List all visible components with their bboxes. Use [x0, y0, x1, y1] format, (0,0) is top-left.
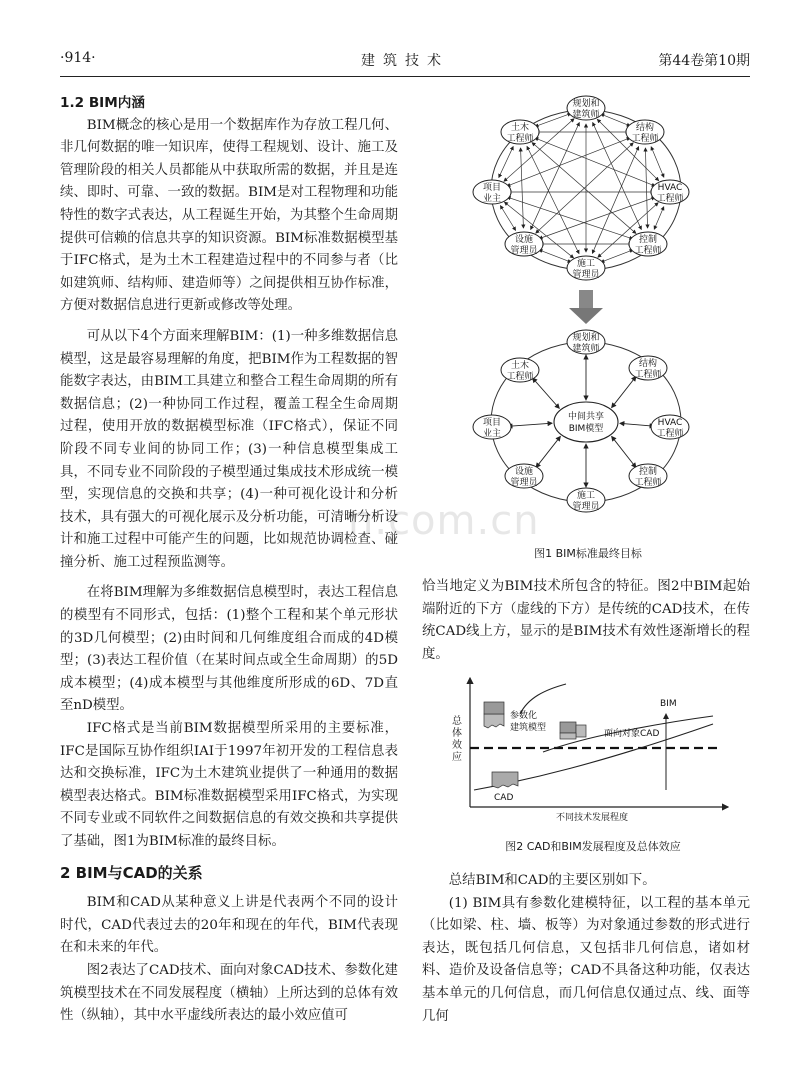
cad-icon — [492, 772, 518, 788]
right-column-upper — [422, 576, 750, 666]
top-node-2 — [651, 180, 689, 204]
top-node-label: 控制 — [638, 235, 658, 245]
bottom-node-2 — [651, 415, 689, 439]
top-node-label: HVAC — [657, 183, 683, 193]
bottom-node-label: HVAC — [657, 418, 683, 428]
figure-1-caption: 图1 BIM标准最终目标 — [534, 547, 642, 560]
bottom-node-label: 建筑师 — [572, 344, 600, 354]
figure-2-caption: 图2 CAD和BIM发展程度及总体效应 — [505, 840, 681, 853]
bottom-node-label: 工程师 — [634, 370, 662, 380]
y-axis-label-1: 总 — [452, 716, 462, 727]
bottom-node-label: 控制 — [638, 467, 658, 477]
page-header — [60, 50, 750, 74]
volume-issue: 第44卷第10期 — [658, 53, 750, 69]
bottom-node-5 — [505, 464, 543, 488]
figure-2 — [448, 672, 738, 832]
section-2-heading: 2 BIM与CAD的关系 — [60, 863, 203, 882]
connection-line — [499, 146, 513, 177]
param-model-icon — [484, 702, 504, 728]
bottom-node-label: 管理员 — [510, 478, 538, 488]
top-node-6 — [473, 180, 511, 204]
paragraph: (1) BIM具有参数化建模特征，以工程的基本单元（比如梁、柱、墙、板等）为对象通过参数的形式进行表达，既包括几何信息，又包括非几何信息，诸如材料、造价及设备信息等；CAD不具备这种功能，仅表达基本单元的几何信息，而几何信息仅通过点、线、面等几何 — [422, 895, 750, 1024]
connection-line — [539, 197, 655, 238]
top-node-label: 工程师 — [631, 134, 659, 144]
top-node-label: 建筑师 — [572, 110, 600, 120]
paragraph: 恰当地定义为BIM技术所包含的特征。图2中BIM起始端附近的下方（虚线的下方）是传统的CAD技术，在传统CAD线上方，显示的是BIM技术有效性逐渐增长的程度。 — [422, 579, 750, 662]
bottom-node-label: 管理员 — [572, 502, 600, 512]
top-node-1 — [626, 120, 664, 144]
section-1-2-heading: 1.2 BIM内涵 — [60, 95, 145, 111]
page-number: ·914· — [60, 50, 96, 66]
bottom-node-label: 工程师 — [634, 478, 662, 488]
top-node-0 — [567, 96, 605, 120]
top-node-label: 管理员 — [510, 246, 538, 256]
y-axis-label-2: 体 — [452, 728, 462, 739]
top-node-7 — [501, 120, 539, 144]
spoke-line — [620, 423, 654, 426]
spoke-line — [533, 378, 560, 408]
right-column-lower — [422, 870, 750, 1028]
y-axis-label-4: 应 — [452, 752, 462, 763]
bottom-node-label: 工程师 — [656, 429, 684, 439]
top-network — [473, 96, 689, 280]
center-label: 中间共享 — [567, 412, 605, 422]
cad-bim-chart — [448, 672, 738, 832]
header-divider — [60, 76, 750, 77]
bottom-node-label: 工程师 — [506, 372, 534, 382]
top-node-label: 工程师 — [506, 134, 534, 144]
label-oo-cad: 面向对象CAD — [604, 729, 660, 739]
bottom-node-label: 业主 — [482, 429, 502, 439]
bim-diagram — [448, 92, 728, 542]
bottom-node-4 — [567, 488, 605, 512]
paragraph: 图2表达了CAD技术、面向对象CAD技术、参数化建筑模型技术在不同发展程度（横轴）上所达到的总体有效性（纵轴），其中水平虚线所表达的最小效应值可 — [60, 962, 398, 1024]
bottom-node-label: 施工 — [576, 491, 596, 501]
connection-line — [654, 207, 664, 230]
top-node-3 — [629, 232, 667, 256]
top-node-4 — [567, 256, 605, 280]
down-arrow — [569, 290, 603, 324]
paragraph: IFC格式是当前BIM数据模型所采用的主要标准，IFC是国际互协作组织IAI于1997年初开发的工程信息表达和交换标准，IFC为土木建筑业提供了一种通用的数据模型表达格式。BIM标准数据模型采用IFC格式，为实现不同专业或不同软件之间数据信息的有效交换和共享提供了基础，图1为BIM标准的最终目标。 — [60, 721, 398, 849]
figure-1 — [448, 92, 728, 542]
bottom-node-label: 项目 — [482, 418, 502, 428]
center-label: BIM模型 — [568, 424, 604, 434]
bottom-node-0 — [567, 330, 605, 354]
bottom-node-label: 结构 — [638, 359, 658, 369]
paragraph: BIM概念的核心是用一个数据库作为存放工程几何、非几何数据的唯一知识库，使得工程规划、设计、施工及管理阶段的相关人员都能从中获取所需的数据，并且是连续、即时、可靠、一致的数据。BIM是对工程物理和功能特性的数字式表达，从工程诞生开始，为其整个生命周期提供可信赖的信息共享的知识资源。BIM标准数据模型基于IFC格式，是为土木工程建造过程中的不同参与者（比如建筑师、结构师、建造师等）之间提供相互协作标准，方便对数据信息进行更新或修改等处理。 — [60, 117, 398, 314]
bottom-node-3 — [629, 464, 667, 488]
top-node-label: 设施 — [514, 235, 534, 245]
paragraph: 总结BIM和CAD的主要区别如下。 — [448, 873, 656, 888]
paragraph: 可从以下4个方面来理解BIM：(1)一种多维数据信息模型，这是最容易理解的角度，把BIM作为工程数据的智能数字表达，由BIM工具建立和整合工程生命周期的所有数据信息；(2)一种协同工作过程，覆盖工程全生命周期过程，使用开放的数据模型标准（IFC格式），保证不同阶段不同专业间的协同工作；(3)一种信息模型集成工具，不同专业不同阶段的子模型通过集成技术形成统一模型，实现信息的交换和共享；(4)一种可视化设计和分析技术，具有强大的可视化展示及分析功能，可清晰分析设计和施工过程中可能产生的问题，比如规范协调检查、碰撞分析、施工过程预监测等。 — [60, 328, 398, 570]
connection-line — [601, 114, 630, 126]
connection-line — [645, 148, 647, 228]
center-node — [554, 402, 618, 442]
top-node-label: 工程师 — [656, 194, 684, 204]
top-node-label: 土木 — [510, 123, 530, 133]
top-node-label: 规划和 — [572, 99, 600, 109]
top-node-label: 工程师 — [634, 246, 662, 256]
bottom-network — [473, 330, 689, 512]
y-axis-label-3: 效 — [452, 740, 462, 751]
bottom-node-6 — [473, 415, 511, 439]
top-node-label: 管理员 — [572, 270, 600, 280]
journal-title: 建筑技术 — [361, 53, 449, 69]
label-cad: CAD — [494, 793, 514, 803]
top-node-label: 施工 — [576, 259, 596, 269]
spoke-line — [508, 423, 552, 426]
oo-cad-icon — [560, 722, 586, 739]
spoke-line — [536, 436, 560, 467]
connection-line — [651, 147, 664, 177]
bottom-node-7 — [501, 358, 539, 382]
top-node-label: 业主 — [482, 194, 502, 204]
paragraph: 在将BIM理解为多维数据信息模型时，表达工程信息的模型有不同形式，包括：(1)整个工程和某个单元形状的3D几何模型；(2)由时间和几何维度组合而成的4D模型；(3)表达工程价值（在某时间点或全生命周期）的5D成本模型；(4)成本模型与其他维度所形成的6D、7D直至nD模型。 — [60, 585, 398, 714]
bottom-node-label: 设施 — [514, 467, 534, 477]
label-param-2: 建筑模型 — [510, 723, 547, 733]
x-axis-label: 不同技术发展程度 — [556, 813, 629, 823]
watermark: n.com.cn — [348, 498, 540, 544]
connection-line — [535, 138, 655, 186]
label-bim: BIM — [660, 699, 677, 709]
bim-curve — [520, 684, 566, 714]
label-param-1: 参数化 — [510, 711, 538, 721]
top-node-label: 项目 — [482, 183, 502, 193]
top-node-label: 结构 — [635, 123, 655, 133]
paragraph: BIM和CAD从某种意义上讲是代表两个不同的设计时代，CAD代表过去的20年和现在的年代，BIM代表现在和未来的年代。 — [60, 895, 398, 956]
left-column — [60, 92, 398, 1028]
connection-line — [531, 123, 580, 230]
bottom-node-label: 土木 — [510, 361, 530, 371]
spoke-line — [612, 436, 636, 467]
bottom-node-1 — [629, 356, 667, 380]
bottom-node-label: 规划和 — [572, 333, 600, 343]
spoke-line — [612, 377, 636, 408]
top-node-5 — [505, 232, 543, 256]
connection-line — [601, 250, 633, 262]
